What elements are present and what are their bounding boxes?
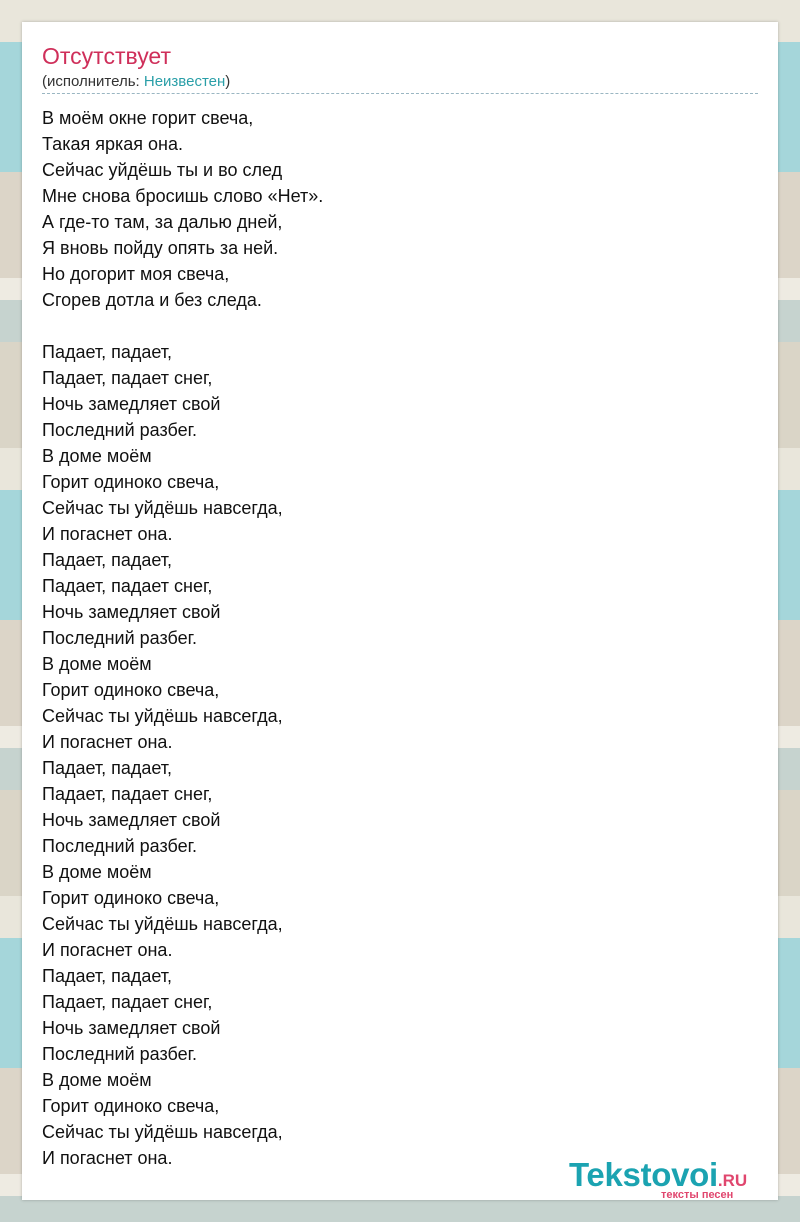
lyric-line: Сейчас ты уйдёшь навсегда,: [42, 914, 283, 934]
lyric-line: Сейчас ты уйдёшь навсегда,: [42, 1122, 283, 1142]
artist-line: [42, 72, 230, 92]
lyric-line: Мне снова бросишь слово «Нет».: [42, 186, 324, 206]
lyric-line: Последний разбег.: [42, 420, 197, 440]
lyric-line: И погаснет она.: [42, 1148, 173, 1168]
lyric-line: Падает, падает снег,: [42, 992, 213, 1012]
lyric-line: Падает, падает,: [42, 550, 173, 570]
lyric-line: Ночь замедляет свой: [42, 394, 221, 414]
lyric-line: Падает, падает снег,: [42, 576, 213, 596]
lyric-line: Сейчас ты уйдёшь навсегда,: [42, 498, 283, 518]
lyric-line: В моём окне горит свеча,: [42, 108, 254, 128]
lyric-line: Горит одиноко свеча,: [42, 680, 220, 700]
lyric-line: Последний разбег.: [42, 1044, 197, 1064]
lyric-line: Ночь замедляет свой: [42, 602, 221, 622]
lyric-line: Я вновь пойду опять за ней.: [42, 238, 279, 258]
lyric-line: Падает, падает снег,: [42, 368, 213, 388]
lyric-line: В доме моём: [42, 446, 152, 466]
header-divider: [42, 93, 758, 94]
logo-name: Tekstovoi: [569, 1156, 718, 1193]
artist-suffix: ): [225, 73, 231, 90]
lyric-line: Горит одиноко свеча,: [42, 888, 220, 908]
lyric-line: Но догорит моя свеча,: [42, 264, 230, 284]
lyric-line: И погаснет она.: [42, 732, 173, 752]
lyrics-verse: [42, 105, 742, 313]
lyric-line: Сгорев дотла и без следа.: [42, 290, 262, 310]
lyric-line: И погаснет она.: [42, 524, 173, 544]
lyric-line: А где-то там, за далью дней,: [42, 212, 283, 232]
lyrics-body: [42, 105, 742, 1197]
lyric-line: Горит одиноко свеча,: [42, 472, 220, 492]
logo-tld: .RU: [717, 1171, 748, 1190]
lyric-line: Ночь замедляет свой: [42, 810, 221, 830]
lyric-line: Падает, падает,: [42, 342, 173, 362]
logo-tagline: тексты песен: [661, 1189, 734, 1201]
lyric-line: Горит одиноко свеча,: [42, 1096, 220, 1116]
lyric-line: Падает, падает,: [42, 758, 173, 778]
lyric-line: Сейчас уйдёшь ты и во след: [42, 160, 283, 180]
lyric-line: Сейчас ты уйдёшь навсегда,: [42, 706, 283, 726]
artist-prefix: (исполнитель:: [42, 73, 144, 90]
lyrics-card: [22, 22, 778, 1200]
site-logo[interactable]: [569, 1156, 774, 1201]
song-title: Отсутствует: [42, 43, 171, 69]
lyric-line: В доме моём: [42, 862, 152, 882]
lyric-line: Последний разбег.: [42, 628, 197, 648]
lyric-line: Падает, падает,: [42, 966, 173, 986]
lyric-line: Ночь замедляет свой: [42, 1018, 221, 1038]
lyric-line: Последний разбег.: [42, 836, 197, 856]
lyric-line: Такая яркая она.: [42, 134, 183, 154]
lyric-line: Падает, падает снег,: [42, 784, 213, 804]
lyric-line: В доме моём: [42, 654, 152, 674]
artist-link[interactable]: Неизвестен: [143, 73, 226, 90]
lyric-line: В доме моём: [42, 1070, 152, 1090]
lyric-line: И погаснет она.: [42, 940, 173, 960]
lyrics-verse: [42, 339, 742, 1171]
